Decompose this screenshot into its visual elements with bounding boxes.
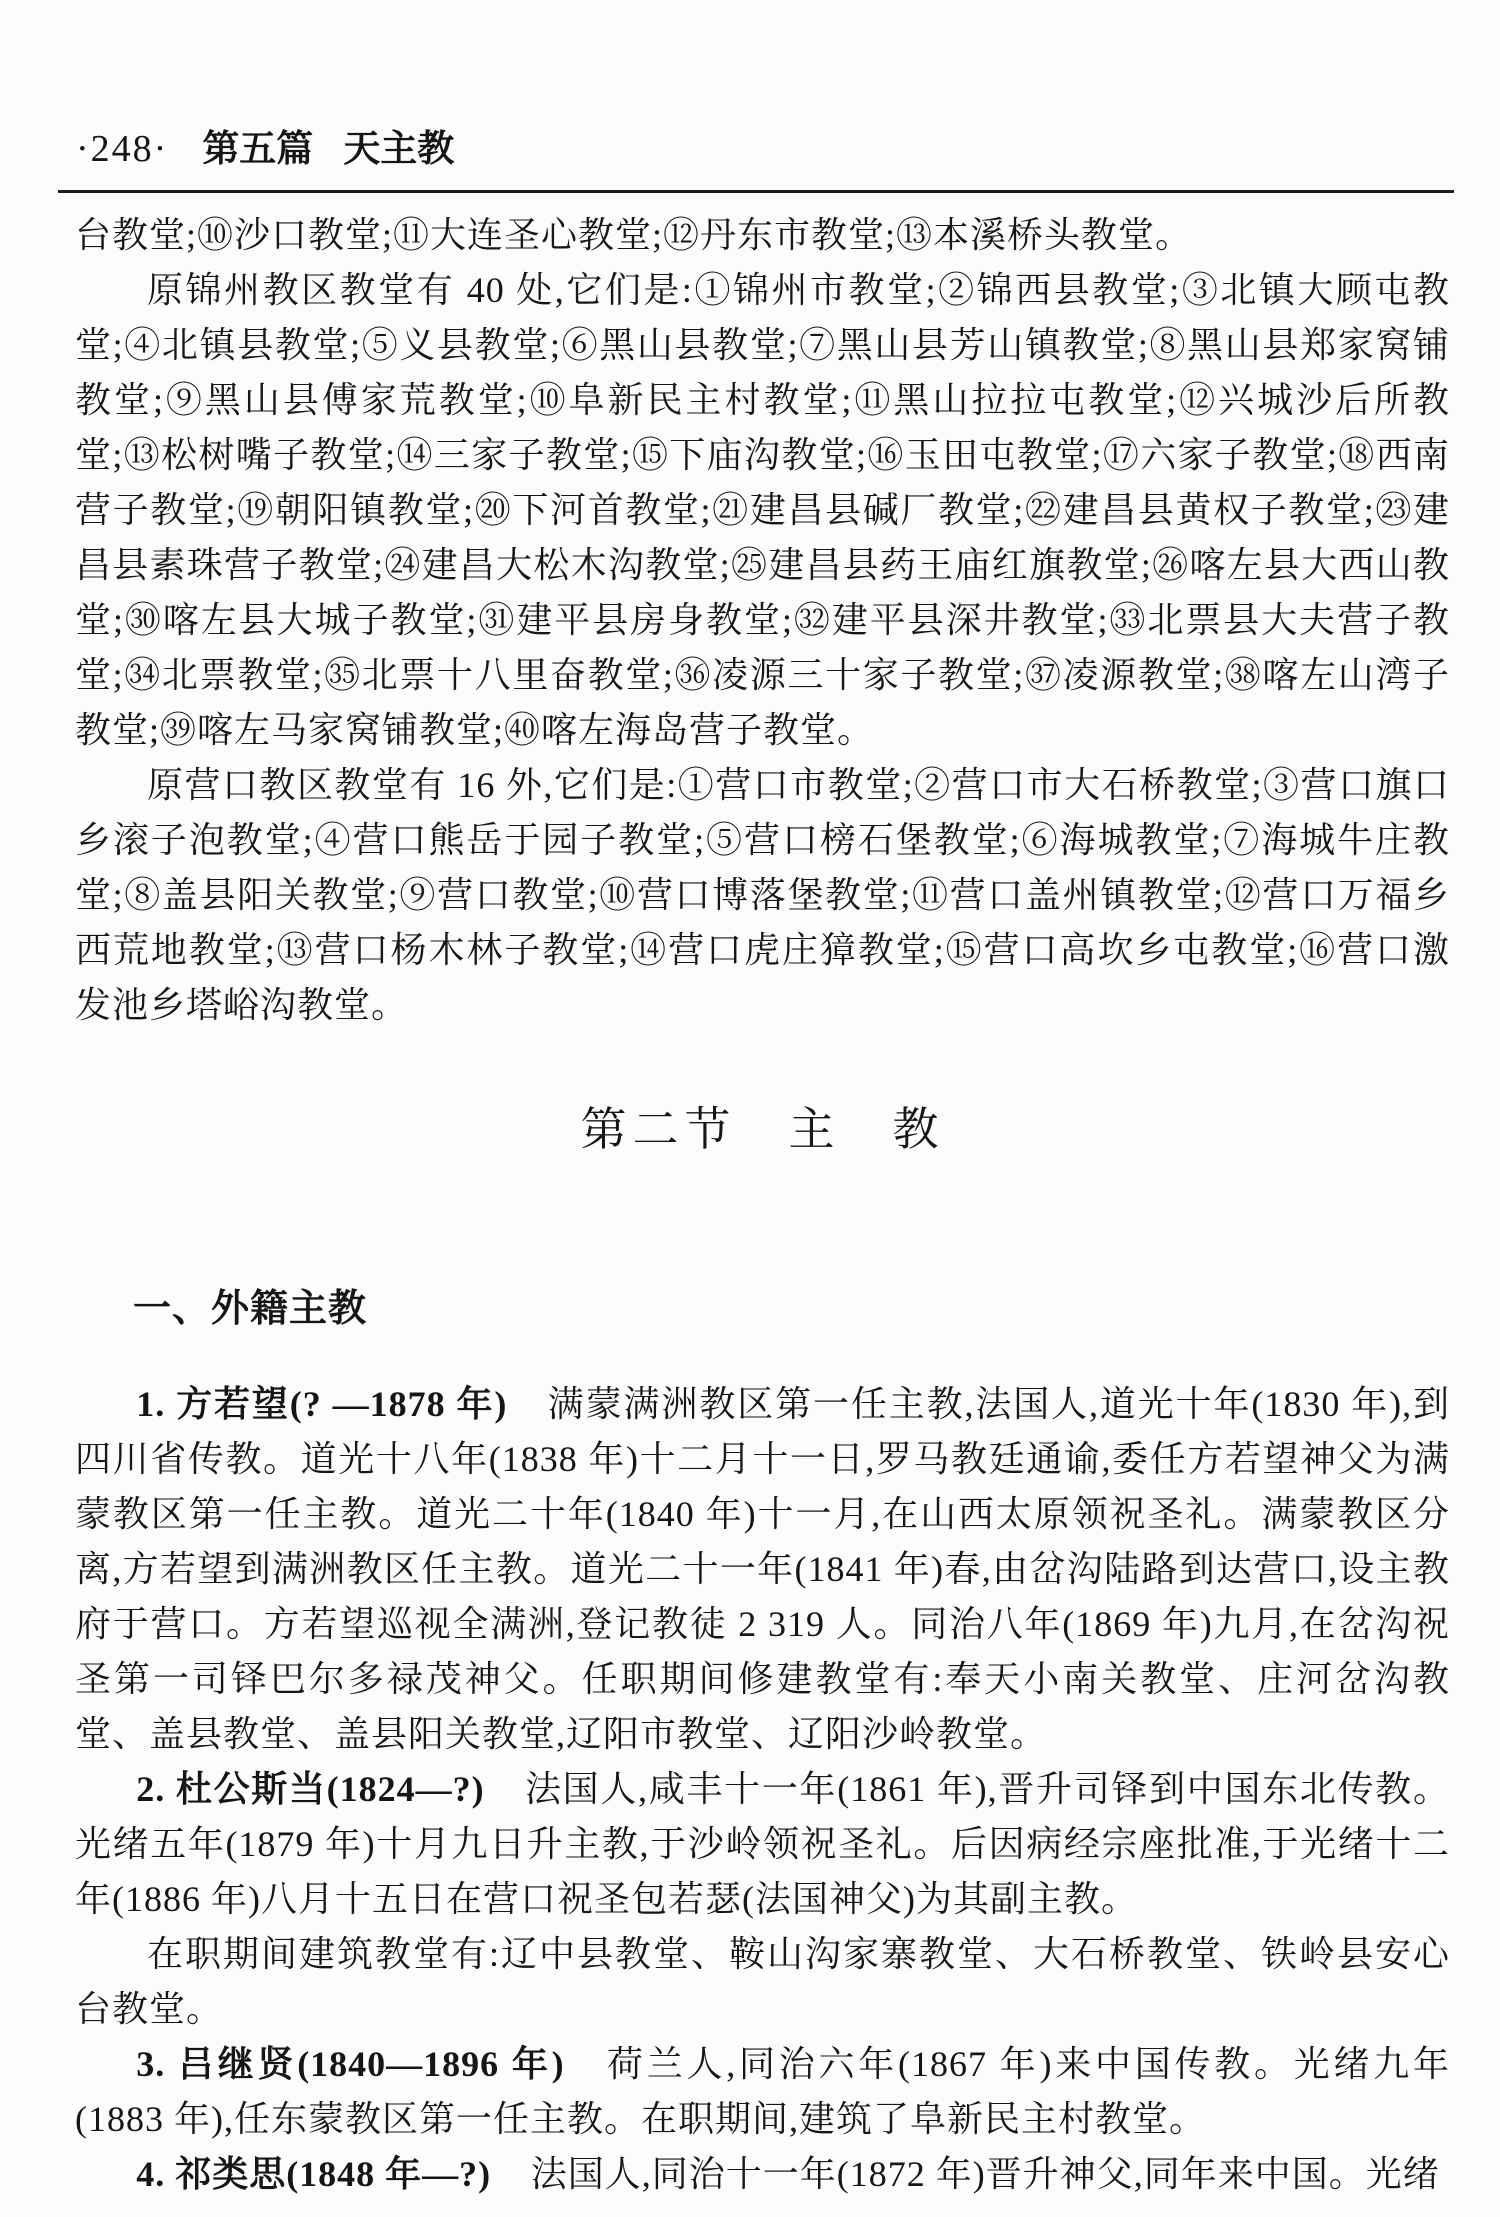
paragraph-jinzhou-diocese-churches: 原锦州教区教堂有 40 处,它们是:①锦州市教堂;②锦西县教堂;③北镇大顾屯教堂;④北镇县教堂;⑤义县教堂;⑥黑山县教堂;⑦黑山县芳山镇教堂;⑧黑山县郑家窝铺教堂;⑨黑山县傅家荒教堂;⑩阜新民主村教堂;⑪黑山拉拉屯教堂;⑫兴城沙后所教堂;⑬松树嘴子教堂;⑭三家子教堂;⑮下庙沟教堂;⑯玉田屯教堂;⑰六家子教堂;⑱西南营子教堂;⑲朝阳镇教堂;⑳下河首教堂;㉑建昌县碱厂教堂;㉒建昌县黄权子教堂;㉓建昌县素珠营子教堂;㉔建昌大松木沟教堂;㉕建昌县药王庙红旗教堂;㉖喀左县大西山教堂;㉚喀左县大城子教堂;㉛建平县房身教堂;㉜建平县深井教堂;㉝北票县大夫营子教堂;㉞北票教堂;㉟北票十八里奋教堂;㊱凌源三十家子教堂;㊲凌源教堂;㊳喀左山湾子教堂;㊴喀左马家窝铺教堂;㊵喀左海岛营子教堂。	[75, 270, 1450, 750]
bishop-2-biography: 法国人,咸丰十一年(1861 年),晋升司铎到中国东北传教。光绪五年(1879 年)十月九日升主教,于沙岭领祝圣礼。后因病经宗座批准,于光绪十二年(1886 年)八月十五日在营口祝圣包若瑟(法国神父)为其副主教。	[75, 1769, 1450, 1919]
paragraph-church-list-continued: 台教堂;⑩沙口教堂;⑪大连圣心教堂;⑫丹东市教堂;⑬本溪桥头教堂。	[75, 215, 1193, 255]
paragraph-churches-built-in-office: 在职期间建筑教堂有:辽中县教堂、鞍山沟家寨教堂、大石桥教堂、铁岭县安心台教堂。	[75, 1934, 1450, 2029]
bishop-2-name-dates: 2. 杜公斯当(1824—?)	[136, 1769, 485, 1809]
bishop-3-name-dates: 3. 吕继贤(1840—1896 年)	[136, 2044, 565, 2084]
section-heading: 第二节 主 教	[580, 1104, 945, 1155]
header-divider	[58, 190, 1454, 193]
paragraph-yingkou-diocese-churches: 原营口教区教堂有 16 外,它们是:①营口市教堂;②营口市大石桥教堂;③营口旗口乡滚子泡教堂;④营口熊岳于园子教堂;⑤营口榜石堡教堂;⑥海城教堂;⑦海城牛庄教堂;⑧盖县阳关教堂;⑨营口教堂;⑩营口博落堡教堂;⑪营口盖州镇教堂;⑫营口万福乡西荒地教堂;⑬营口杨木林子教堂;⑭营口虎庄獐教堂;⑮营口高坎乡屯教堂;⑯营口激发池乡塔峪沟教堂。	[75, 765, 1450, 1025]
bishop-3-biography: 荷兰人,同治六年(1867 年)来中国传教。光绪九年(1883 年),任东蒙教区第一任主教。在职期间,建筑了阜新民主村教堂。	[75, 2044, 1450, 2139]
bishop-entry-1	[75, 1377, 1450, 1762]
part-title: 天主教	[343, 128, 455, 169]
page-body	[75, 208, 1450, 2202]
part-label: 第五篇	[202, 128, 314, 169]
bishop-1-name-dates: 1. 方若望(? —1878 年)	[136, 1384, 508, 1424]
page-number: ·248·	[76, 128, 169, 170]
page-header	[76, 118, 1450, 172]
bishop-1-biography: 满蒙满洲教区第一任主教,法国人,道光十年(1830 年),到四川省传教。道光十八年(1838 年)十二月十一日,罗马教廷通谕,委任方若望神父为满蒙教区第一任主教。道光二十年(1840 年)十一月,在山西太原领祝圣礼。满蒙教区分离,方若望到满洲教区任主教。道光二十一年(1841 年)春,由岔沟陆路到达营口,设主教府于营口。方若望巡视全满洲,登记教徒 2 319 人。同治八年(1869 年)九月,在岔沟祝圣第一司铎巴尔多禄茂神父。任职期间修建教堂有:奉天小南关教堂、庄河岔沟教堂、盖县教堂、盖县阳关教堂,辽阳市教堂、辽阳沙岭教堂。	[75, 1384, 1450, 1754]
bishop-4-biography: 法国人,同治十一年(1872 年)晋升神父,同年来中国。光绪	[530, 2154, 1440, 2194]
subsection-heading-foreign-bishops: 一、外籍主教	[133, 1288, 368, 1330]
bishop-4-name-dates: 4. 祁类思(1848 年—?)	[136, 2154, 492, 2194]
bishop-entry-3	[75, 2037, 1450, 2147]
bishop-entry-4	[75, 2147, 1450, 2202]
bishop-entry-2	[75, 1762, 1450, 1927]
